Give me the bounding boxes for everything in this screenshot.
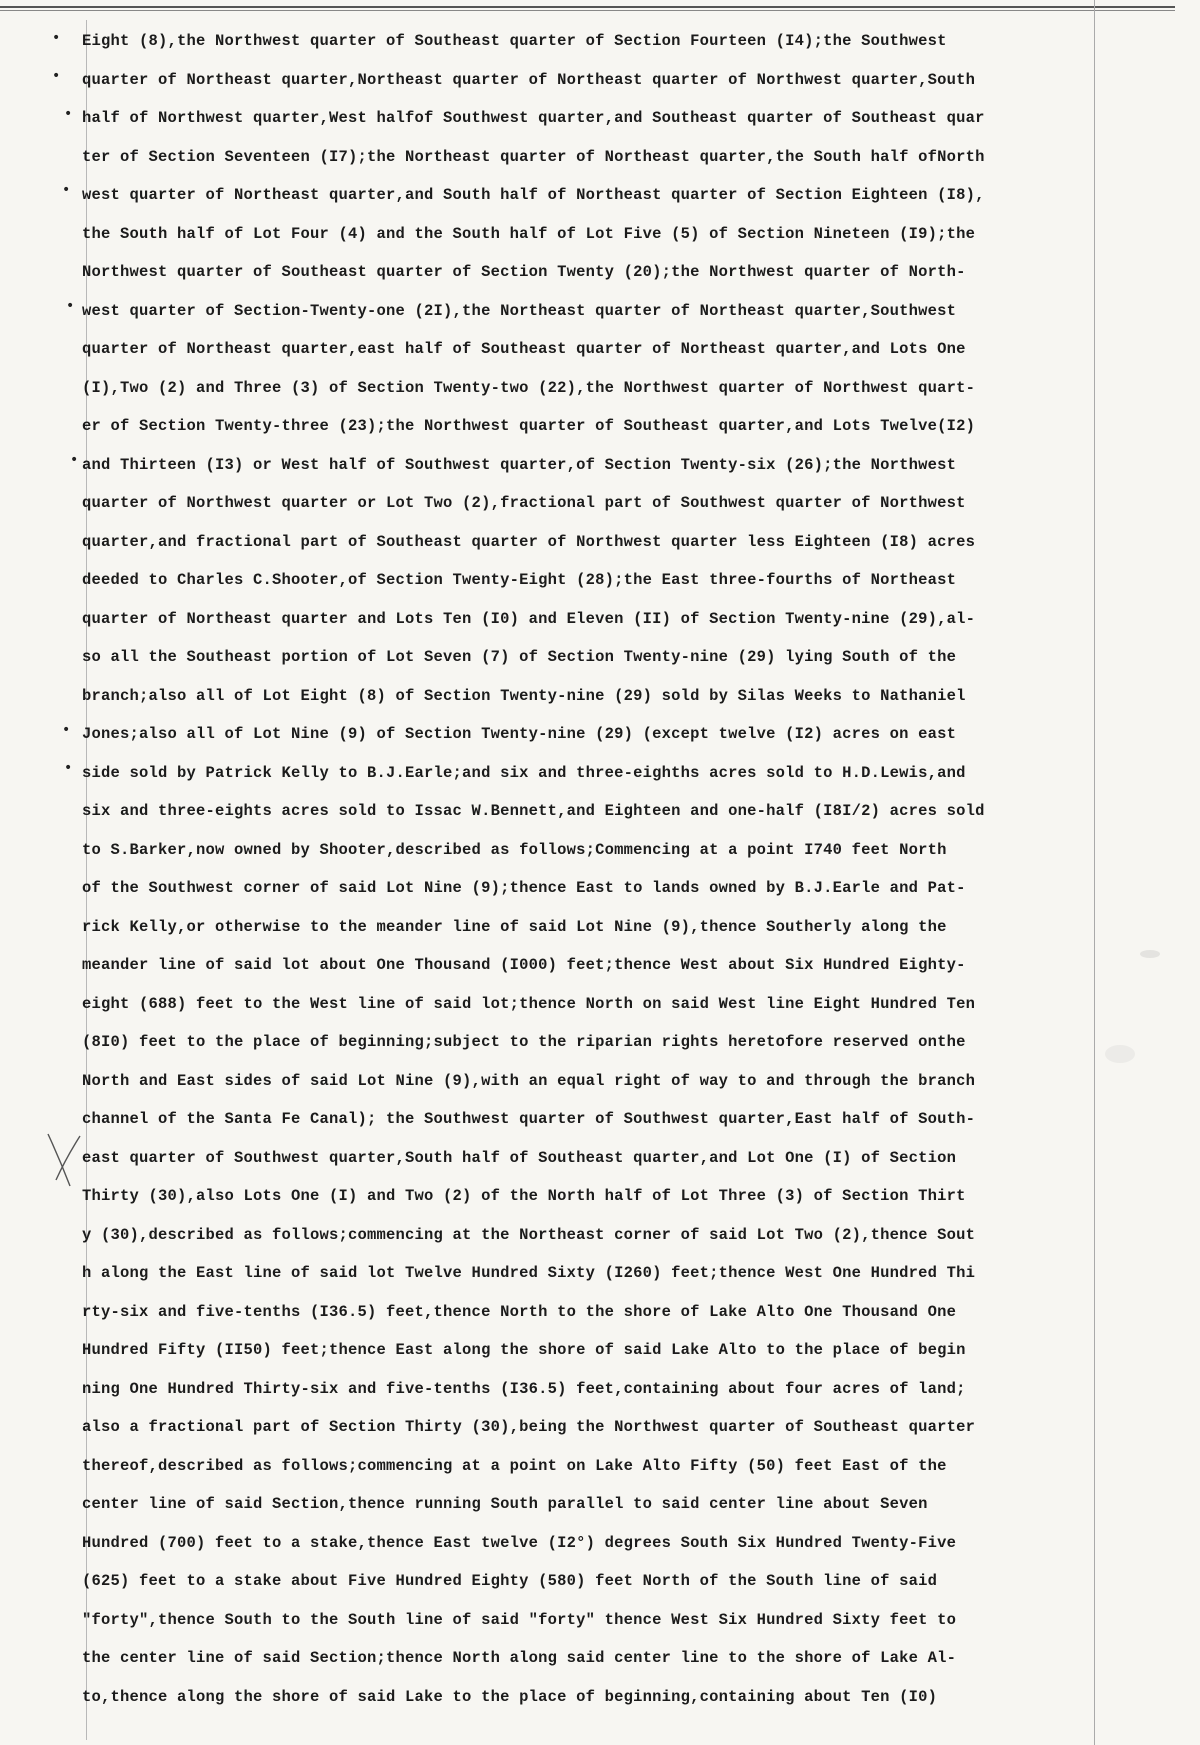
text-line: east quarter of Southwest quarter,South half of Southeast quarter,and Lot One (I) of Section xyxy=(82,1148,957,1167)
text-line: quarter of Northeast quarter,Northeast quarter of Northeast quarter of Northwest quarter,South xyxy=(82,70,976,89)
page-right-edge xyxy=(1094,0,1095,1745)
text-line: ter of Section Seventeen (I7);the Northeast quarter of Northeast quarter,the South half ofNorth xyxy=(82,147,985,166)
margin-dot: • xyxy=(62,722,71,738)
text-line: (625) feet to a stake about Five Hundred Eighty (580) feet North of the South line of said xyxy=(82,1572,938,1590)
text-line: so all the Southeast portion of Lot Seven (7) of Section Twenty-nine (29) lying South of the xyxy=(82,648,957,666)
text-line: Eight (8),the Northwest quarter of Southeast quarter of Section Fourteen (I4);the Southwest xyxy=(82,32,947,50)
text-line: Thirty (30),also Lots One (I) and Two (2) of the North half of Lot Three (3) of Section Thirt xyxy=(82,1187,966,1205)
text-line: also a fractional part of Section Thirty (30),being the Northwest quarter of Southeast quarter xyxy=(82,1418,976,1436)
margin-dot: • xyxy=(64,760,73,776)
text-line: Hundred Fifty (II50) feet;thence East along the shore of said Lake Alto to the place of begin xyxy=(82,1341,966,1359)
typed-legal-description xyxy=(82,22,1067,1716)
text-line: eight (688) feet to the West line of said lot;thence North on said West line Eight Hundred Ten xyxy=(82,994,976,1013)
margin-dot: • xyxy=(62,182,71,198)
margin-dot: • xyxy=(66,298,75,314)
text-line: meander line of said lot about One Thousand (I000) feet;thence West about Six Hundred Eighty- xyxy=(82,956,966,974)
text-line: six and three-eights acres sold to Issac W.Bennett,and Eighteen and one-half (I8I/2) acres sold xyxy=(82,802,985,820)
text-line: deeded to Charles C.Shooter,of Section Twenty-Eight (28);the East three-fourths of Northeast xyxy=(82,571,957,589)
text-line: rick Kelly,or otherwise to the meander line of said Lot Nine (9),thence Southerly along the xyxy=(82,917,947,936)
text-line: side sold by Patrick Kelly to B.J.Earle;and six and three-eighths acres sold to H.D.Lewis,and xyxy=(82,763,966,782)
text-line: quarter,and fractional part of Southeast quarter of Northwest quarter less Eighteen (I8) acres xyxy=(82,532,976,551)
text-line: y (30),described as follows;commencing at the Northeast corner of said Lot Two (2),thence Sout xyxy=(82,1225,976,1244)
text-line: center line of said Section,thence running South parallel to said center line about Seven xyxy=(82,1495,928,1513)
text-line: half of Northwest quarter,West halfof Southwest quarter,and Southeast quarter of Southeast quar xyxy=(82,109,985,127)
margin-dot: • xyxy=(64,106,73,122)
margin-pencil-mark-icon xyxy=(44,1130,84,1190)
margin-dot: • xyxy=(52,68,61,84)
text-line: and Thirteen (I3) or West half of Southwest quarter,of Section Twenty-six (26);the Northwest xyxy=(82,455,957,474)
text-line: the South half of Lot Four (4) and the South half of Lot Five (5) of Section Nineteen (I9);the xyxy=(82,224,976,243)
text-line: to S.Barker,now owned by Shooter,described as follows;Commencing at a point I740 feet North xyxy=(82,840,947,859)
text-line: ning One Hundred Thirty-six and five-tenths (I36.5) feet,containing about four acres of land; xyxy=(82,1379,966,1398)
text-line: the center line of said Section;thence North along said center line to the shore of Lake Al- xyxy=(82,1649,957,1667)
text-line: Northwest quarter of Southeast quarter of Section Twenty (20);the Northwest quarter of North- xyxy=(82,263,966,281)
text-line: h along the East line of said lot Twelve Hundred Sixty (I260) feet;thence West One Hundred Thi xyxy=(82,1264,976,1282)
top-border-rule xyxy=(0,6,1175,8)
text-line: of the Southwest corner of said Lot Nine (9);thence East to lands owned by B.J.Earle and Pat- xyxy=(82,879,966,897)
text-line: "forty",thence South to the South line of said "forty" thence West Six Hundred Sixty feet to xyxy=(82,1610,957,1629)
text-line: North and East sides of said Lot Nine (9),with an equal right of way to and through the branch xyxy=(82,1071,976,1090)
text-line: branch;also all of Lot Eight (8) of Section Twenty-nine (29) sold by Silas Weeks to Nathaniel xyxy=(82,686,966,705)
text-line: channel of the Santa Fe Canal); the Southwest quarter of Southwest quarter,East half of South- xyxy=(82,1110,976,1128)
text-line: er of Section Twenty-three (23);the Northwest quarter of Southeast quarter,and Lots Twelve(I2) xyxy=(82,417,976,435)
paper-speck xyxy=(1105,1045,1135,1063)
text-line: rty-six and five-tenths (I36.5) feet,thence North to the shore of Lake Alto One Thousand One xyxy=(82,1302,957,1321)
text-line: quarter of Northeast quarter,east half of Southeast quarter of Northeast quarter,and Lots One xyxy=(82,340,966,358)
text-line: Hundred (700) feet to a stake,thence East twelve (I2°) degrees South Six Hundred Twenty-Five xyxy=(82,1533,957,1552)
text-line: (I),Two (2) and Three (3) of Section Twenty-two (22),the Northwest quarter of Northwest quart- xyxy=(82,378,976,397)
text-line: quarter of Northwest quarter or Lot Two (2),fractional part of Southwest quarter of Northwest xyxy=(82,494,966,512)
paper-speck xyxy=(1140,950,1160,958)
text-line: quarter of Northeast quarter and Lots Ten (I0) and Eleven (II) of Section Twenty-nine (29),al- xyxy=(82,609,976,628)
text-line: west quarter of Northeast quarter,and South half of Northeast quarter of Section Eighteen (I8), xyxy=(82,186,985,204)
top-border-rule-inner xyxy=(0,10,1175,11)
text-line: (8I0) feet to the place of beginning;subject to the riparian rights heretofore reserved onthe xyxy=(82,1033,966,1051)
margin-dot: • xyxy=(70,452,79,468)
text-line: west quarter of Section-Twenty-one (2I),the Northeast quarter of Northeast quarter,Southwest xyxy=(82,301,957,320)
text-line: to,thence along the shore of said Lake to the place of beginning,containing about Ten (I0) xyxy=(82,1687,938,1706)
text-line: thereof,described as follows;commencing at a point on Lake Alto Fifty (50) feet East of the xyxy=(82,1456,947,1475)
text-line: Jones;also all of Lot Nine (9) of Section Twenty-nine (29) (except twelve (I2) acres on east xyxy=(82,725,957,743)
margin-dot: • xyxy=(52,30,61,46)
